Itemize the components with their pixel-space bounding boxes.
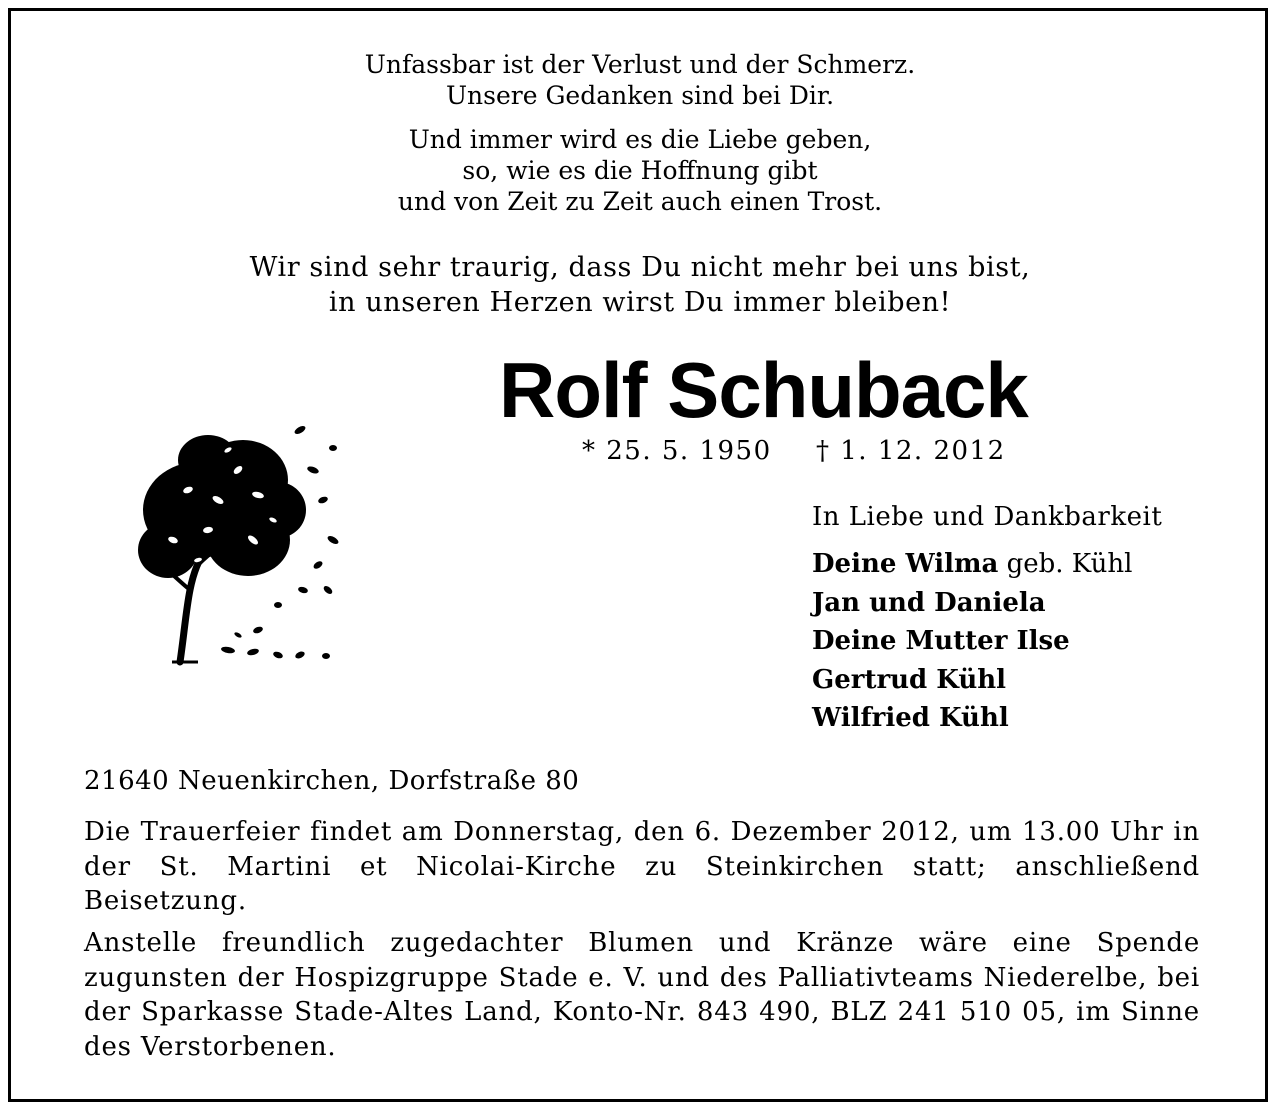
mourners-list <box>812 545 1132 738</box>
mourner-name: Gertrud Kühl <box>812 664 1006 695</box>
mourner-name: Wilfried Kühl <box>812 703 1009 733</box>
mourner-name: Jan und Daniela <box>812 587 1046 618</box>
verse-2-line-1: Und immer wird es die Liebe geben, <box>408 125 872 154</box>
mourner-item <box>812 699 1132 738</box>
mourner-item <box>812 545 1132 584</box>
verse-3-line-1: Wir sind sehr traurig, dass Du nicht mehr bei uns bist, <box>249 252 1031 283</box>
birth-date: * 25. 5. 1950 <box>582 436 772 466</box>
deceased-name: Rolf Schuback <box>499 346 1028 434</box>
verse-1 <box>0 49 1280 111</box>
mourner-name: Deine Mutter Ilse <box>812 626 1070 656</box>
verse-2 <box>0 124 1280 217</box>
funeral-paragraph: Die Trauerfeier findet am Donnerstag, den 6. Dezember 2012, um 13.00 Uhr in der St. Martini et Nicolai-Kirche zu Steinkirchen statt; anschließend Beisetzung. <box>84 817 1200 916</box>
verse-3 <box>0 250 1280 320</box>
mourner-item <box>812 661 1132 700</box>
verse-1-line-2: Unsere Gedanken sind bei Dir. <box>445 81 835 110</box>
death-date: † 1. 12. 2012 <box>816 436 1006 466</box>
verse-1-line-1: Unfassbar ist der Verlust und der Schmerz. <box>364 50 916 79</box>
verse-2-line-3: und von Zeit zu Zeit auch einen Trost. <box>397 187 883 216</box>
mourner-name: Deine Wilma <box>812 549 999 579</box>
mourner-item <box>812 584 1132 623</box>
windswept-tree-icon <box>128 400 358 670</box>
verse-3-line-2: in unseren Herzen wirst Du immer bleiben! <box>328 287 952 318</box>
mourners-intro: In Liebe und Dankbarkeit <box>812 502 1163 532</box>
verse-2-line-2: so, wie es die Hoffnung gibt <box>462 156 818 185</box>
mourner-suffix: geb. Kühl <box>998 549 1133 579</box>
address: 21640 Neuenkirchen, Dorfstraße 80 <box>84 766 580 796</box>
donation-paragraph: Anstelle freundlich zugedachter Blumen und Kränze wäre eine Spende zugunsten der Hospizgruppe Stade e. V. und des Palliativteams Niederelbe, bei der Sparkasse Stade-Altes Land, Konto-Nr. 843 490, BLZ 241 510 05, im Sinne des Verstorbenen. <box>84 928 1200 1062</box>
mourner-item <box>812 622 1132 661</box>
